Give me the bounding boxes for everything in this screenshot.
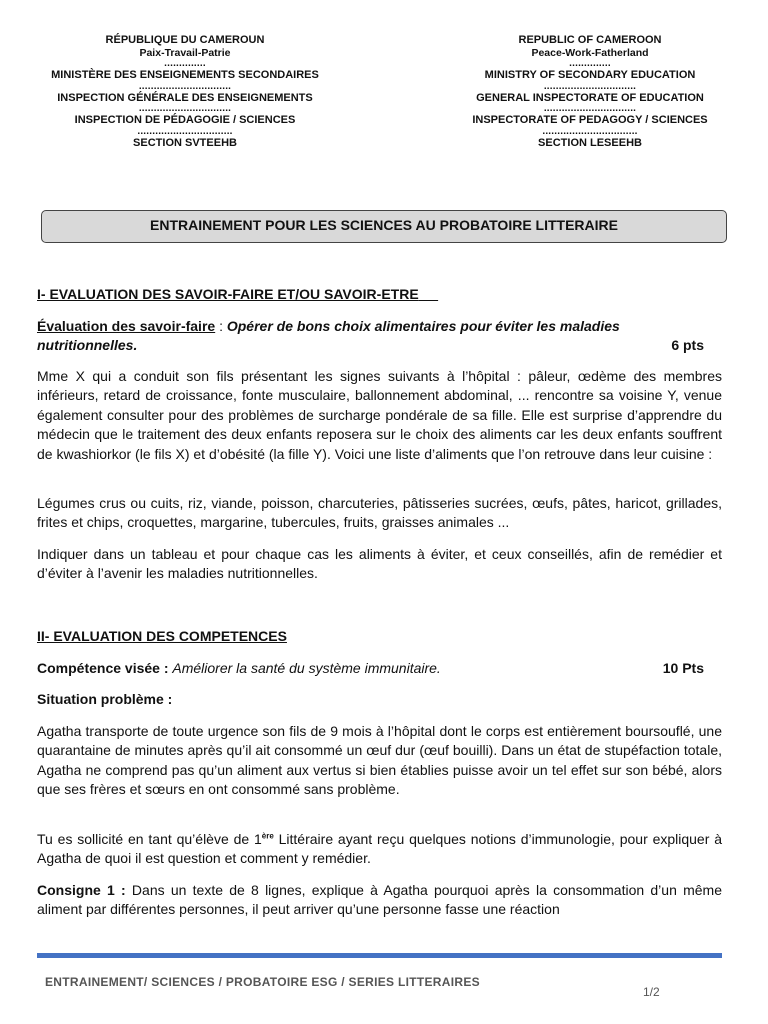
dots-separator: ............................... <box>138 103 232 115</box>
motto-en: Peace-Work-Fatherland <box>531 46 649 59</box>
inspection-pedagogie-fr: INSPECTION DE PÉDAGOGIE / SCIENCES <box>74 114 296 127</box>
dots-separator: ............................... <box>543 103 637 115</box>
country-name-fr: RÉPUBLIQUE DU CAMEROUN <box>105 34 265 46</box>
consigne-1 <box>37 881 722 920</box>
competence-text: Améliorer la santé du système immunitaire. <box>172 660 441 676</box>
document-title-box <box>41 210 727 243</box>
inspection-generale-en: GENERAL INSPECTORATE OF EDUCATION <box>476 91 704 104</box>
situation-label: Situation problème : <box>37 691 173 707</box>
page-number: 1/2 <box>643 985 660 999</box>
section-fr: SECTION SVTEEHB <box>133 136 237 149</box>
part1-paragraph-2: Légumes crus ou cuits, riz, viande, poisson, charcuteries, pâtisseries sucrées, œufs, pâtes, haricot, grillades, frites et chips, croquettes, margarine, tubercules, fruits, graisses animales ... <box>37 495 722 531</box>
inspection-generale-fr: INSPECTION GÉNÉRALE DES ENSEIGNEMENTS <box>57 91 313 104</box>
part2-paragraph-2: Tu es sollicité en tant qu’élève de 1ère Littéraire ayant reçu quelques notions d’immunologie, pour expliquer à Agatha de quoi il est question et comment y remédier. <box>37 831 722 867</box>
eval-text: Opérer de bons choix alimentaires pour éviter les maladies nutritionnelles. <box>37 318 620 354</box>
section-en: SECTION LESEEHB <box>538 136 642 149</box>
eval-label: Évaluation des savoir-faire <box>37 318 216 334</box>
footer-rule <box>37 953 722 958</box>
part1-eval-line: Évaluation des savoir-faire : Opérer de bons choix alimentaires pour éviter les maladies nutritionnelles. 6 pts <box>37 317 722 356</box>
document-title: ENTRAINEMENT POUR LES SCIENCES AU PROBATOIRE LITTERAIRE <box>150 217 618 233</box>
part1-heading: I- EVALUATION DES SAVOIR-FAIRE ET/OU SAVOIR-ETRE <box>37 286 419 302</box>
header-left-block <box>50 34 320 150</box>
part1-points: 6 pts <box>671 337 704 354</box>
consigne-label: Consigne 1 : <box>37 882 126 898</box>
part1-paragraph-3: Indiquer dans un tableau et pour chaque cas les aliments à éviter, et ceux conseillés, afin de remédier et d’éviter à l’avenir les maladies nutritionnelles. <box>37 546 722 582</box>
footer-text: ENTRAINEMENT/ SCIENCES / PROBATOIRE ESG / SERIES LITTERAIRES <box>45 975 480 989</box>
dots-separator: .............. <box>569 58 611 70</box>
ministry-en: MINISTRY OF SECONDARY EDUCATION <box>484 69 696 82</box>
part2-points: 10 Pts <box>662 660 704 676</box>
consigne-text: Dans un texte de 8 lignes, explique à Agatha pourquoi après la consommation d’un même aliment par différentes personnes, il peut arriver qu’une personne fasse une réaction <box>37 882 722 918</box>
ministry-fr: MINISTÈRE DES ENSEIGNEMENTS SECONDAIRES <box>51 69 319 82</box>
country-name-en: REPUBLIC OF CAMEROON <box>518 34 662 46</box>
part2-paragraph-1: Agatha transporte de toute urgence son fils de 9 mois à l’hôpital dont le corps est entièrement boursouflé, une quarantaine de minutes après qu’il ait consommé un œuf dur (œuf bouilli). Dans un état de stupéfaction totale, Agatha ne comprend pas qu’un aliment aux vertus si bien établies puisse avoir un tel effet sur son bébé, alors que ses frères et sœurs en ont consommé sans problème. <box>37 723 722 798</box>
motto-fr: Paix-Travail-Patrie <box>139 46 231 59</box>
dots-separator: ............................... <box>543 80 637 92</box>
dots-separator: ............................... <box>138 80 232 92</box>
inspection-pedagogie-en: INSPECTORATE OF PEDAGOGY / SCIENCES <box>472 114 708 127</box>
competence-label: Compétence visée : <box>37 660 169 676</box>
dots-separator: .............. <box>164 58 206 70</box>
part1-paragraph-1: Mme X qui a conduit son fils présentant les signes suivants à l’hôpital : pâleur, œdème des membres inférieurs, retard de croissance, fonte musculaire, ballonnement abdominal, ... rencontre sa voisine Y, venue également consulter pour des problèmes de surcharge pondérale de sa fille. Elle est surprise d’apprendre du médecin que le traitement des deux enfants reposera sur le choix des aliments car les deux enfants souffrent de kwashiorkor (le fils X) et d’obésité (la fille Y). Voici une liste d’aliments que l’on retrouve dans leur cuisine : <box>37 368 722 462</box>
part2-heading: II- EVALUATION DES COMPETENCES <box>37 628 287 644</box>
part2-competence-line <box>37 659 722 678</box>
dots-separator: ................................ <box>542 125 638 137</box>
dots-separator: ................................ <box>137 125 233 137</box>
header-right-block <box>455 34 725 150</box>
